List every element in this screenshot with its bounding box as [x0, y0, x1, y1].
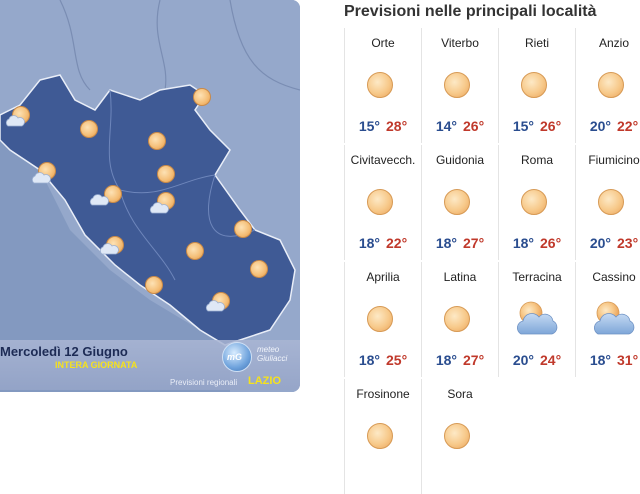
temperature-row	[345, 235, 421, 251]
temperature-row	[422, 118, 498, 134]
map-sun-icon	[193, 88, 211, 106]
min-temperature: 18°	[358, 235, 380, 251]
max-temperature: 26°	[540, 235, 562, 251]
sun-icon	[444, 423, 470, 449]
city-forecast-card[interactable]	[498, 145, 575, 260]
sun-icon	[444, 72, 470, 98]
city-name: Orte	[371, 36, 395, 50]
city-name: Roma	[520, 153, 553, 167]
city-forecast-card[interactable]	[498, 28, 575, 143]
temperature-row	[499, 118, 575, 134]
min-temperature: 14°	[435, 118, 457, 134]
sun-icon	[367, 423, 393, 449]
city-name: Frosinone	[356, 387, 410, 401]
map-sun-icon	[145, 276, 163, 294]
city-forecast-card[interactable]	[498, 262, 575, 377]
city-forecast-card[interactable]	[344, 262, 421, 377]
meteo-giuliacci-logo	[222, 342, 252, 372]
temperature-row	[499, 352, 575, 368]
map-sun-icon	[148, 132, 166, 150]
min-temperature: 15°	[358, 118, 380, 134]
city-name: Latina	[443, 270, 477, 284]
temperature-row	[499, 235, 575, 251]
max-temperature: 23°	[617, 235, 639, 251]
forecast-date: Mercoledì 12 Giugno	[0, 344, 128, 359]
map-sun-icon	[80, 120, 98, 138]
forecast-period: INTERA GIORNATA	[55, 360, 138, 370]
temperature-row	[576, 118, 640, 134]
map-sun-icon	[186, 242, 204, 260]
city-forecast-card[interactable]	[344, 28, 421, 143]
max-temperature: 24°	[540, 352, 562, 368]
temperature-row	[345, 118, 421, 134]
min-temperature: 18°	[435, 235, 457, 251]
min-temperature: 18°	[512, 235, 534, 251]
max-temperature: 22°	[617, 118, 639, 134]
sun-icon	[598, 189, 624, 215]
logo-text: mG	[227, 352, 243, 362]
city-name: Fiumicino	[588, 153, 640, 167]
city-forecast-card[interactable]	[421, 145, 498, 260]
city-name: Aprilia	[366, 270, 400, 284]
city-name: Viterbo	[441, 36, 479, 50]
map-sun-icon	[234, 220, 252, 238]
temperature-row	[422, 235, 498, 251]
sun-icon	[367, 306, 393, 332]
city-name: Rieti	[524, 36, 549, 50]
max-temperature: 28°	[386, 118, 408, 134]
city-name: Sora	[447, 387, 473, 401]
min-temperature: 18°	[358, 352, 380, 368]
map-sun-icon	[157, 165, 175, 183]
min-temperature: 15°	[512, 118, 534, 134]
city-forecast-card[interactable]	[575, 28, 640, 143]
temperature-row	[576, 235, 640, 251]
map-sun-icon	[250, 260, 268, 278]
sun-icon	[521, 189, 547, 215]
footer-label: Previsioni regionali	[170, 378, 238, 387]
city-forecast-card[interactable]	[421, 262, 498, 377]
brand-line-1: meteo	[257, 345, 280, 354]
map-cloud-icon	[148, 202, 170, 214]
city-forecast-card[interactable]	[421, 379, 498, 494]
max-temperature: 26°	[540, 118, 562, 134]
sun-icon	[367, 189, 393, 215]
city-forecast-card[interactable]	[575, 145, 640, 260]
city-forecast-card[interactable]	[344, 379, 421, 494]
city-name: Civitavecch.	[350, 153, 416, 167]
max-temperature: 27°	[463, 352, 485, 368]
brand-line-2: Giuliacci	[257, 354, 288, 363]
map-cloud-icon	[30, 172, 52, 184]
max-temperature: 22°	[386, 235, 408, 251]
brand-name	[257, 345, 287, 363]
max-temperature: 31°	[617, 352, 639, 368]
weather-map[interactable]	[0, 0, 300, 392]
map-cloud-icon	[98, 243, 120, 255]
min-temperature: 20°	[589, 118, 611, 134]
min-temperature: 18°	[435, 352, 457, 368]
min-temperature: 20°	[589, 235, 611, 251]
sun-cloud-icon	[513, 300, 561, 336]
min-temperature: 20°	[512, 352, 534, 368]
max-temperature: 26°	[463, 118, 485, 134]
sun-icon	[521, 72, 547, 98]
city-name: Anzio	[598, 36, 630, 50]
temperature-row	[345, 352, 421, 368]
sun-icon	[598, 72, 624, 98]
city-forecast-card[interactable]	[344, 145, 421, 260]
map-cloud-icon	[4, 115, 26, 127]
map-cloud-icon	[204, 300, 226, 312]
temperature-row	[576, 352, 640, 368]
city-forecast-card[interactable]	[421, 28, 498, 143]
city-name: Cassino	[592, 270, 636, 284]
city-name: Terracina	[512, 270, 562, 284]
max-temperature: 27°	[463, 235, 485, 251]
sun-cloud-icon	[590, 300, 638, 336]
lazio-map-graphic	[0, 0, 300, 392]
city-forecast-card[interactable]	[575, 262, 640, 377]
city-name: Guidonia	[435, 153, 485, 167]
max-temperature: 25°	[386, 352, 408, 368]
sun-icon	[444, 189, 470, 215]
map-cloud-icon	[88, 194, 110, 206]
min-temperature: 18°	[589, 352, 611, 368]
temperature-row	[422, 352, 498, 368]
sun-icon	[367, 72, 393, 98]
section-title: Previsioni nelle principali località	[344, 3, 597, 20]
region-name: LAZIO	[248, 375, 281, 387]
sun-icon	[444, 306, 470, 332]
